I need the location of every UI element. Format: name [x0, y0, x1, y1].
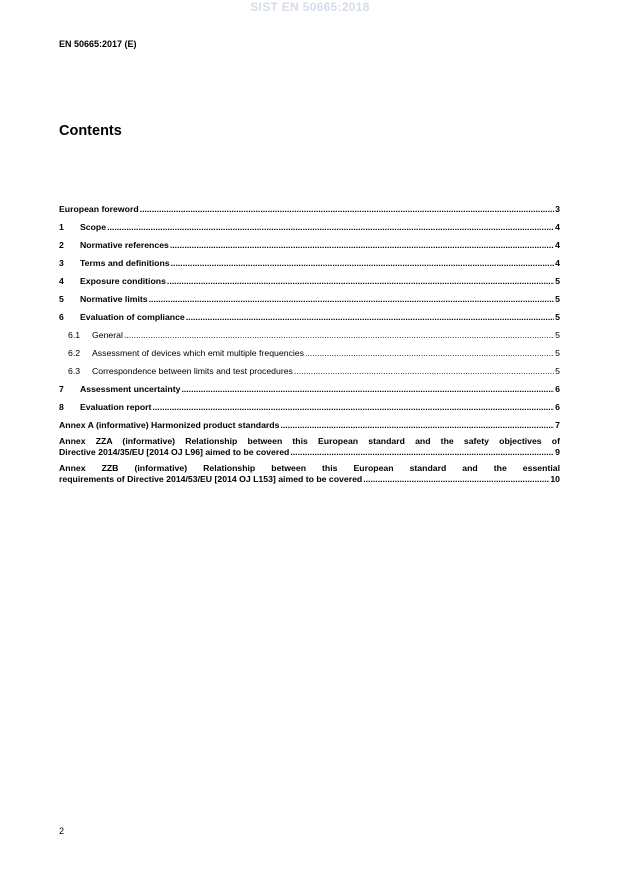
toc-entry-title-line2: Directive 2014/35/EU [2014 OJ L96] aimed to be covered — [59, 447, 290, 457]
toc-entry-title: Terms and definitions — [80, 258, 170, 268]
toc-entry-title: Assessment uncertainty — [80, 384, 181, 394]
toc-entry-number: 6.3 — [68, 366, 81, 376]
toc-entry-title: General — [92, 330, 123, 340]
toc-entry-page: 5 — [555, 330, 560, 340]
toc-entry[interactable] — [59, 395, 560, 413]
toc-list — [59, 197, 560, 431]
toc-entry-title: Evaluation of compliance — [80, 312, 185, 322]
toc-entry[interactable] — [59, 359, 560, 377]
toc-entry-page: 5 — [555, 276, 560, 286]
toc-entry-page: 5 — [555, 366, 560, 376]
toc-entry[interactable] — [59, 413, 560, 431]
toc-entry-page: 10 — [550, 474, 560, 484]
toc-entry-title-line1: Annex ZZB (informative) Relationship between this European standard and the essential — [59, 463, 560, 473]
toc-entry-title: European foreword — [59, 204, 139, 214]
toc-leader-dots — [305, 348, 554, 359]
watermark: SIST EN 50665:2018 — [250, 0, 370, 14]
toc-entry-page: 7 — [555, 420, 560, 430]
toc-entry-annex-zzb[interactable] — [59, 463, 560, 485]
toc-entry-page: 4 — [555, 222, 560, 232]
toc-leader-dots — [170, 240, 554, 251]
toc-entry-number: 3 — [59, 258, 64, 268]
toc-leader-dots — [290, 447, 554, 458]
toc-entry[interactable] — [59, 269, 560, 287]
toc-entry[interactable] — [59, 323, 560, 341]
toc-entry-page: 5 — [555, 294, 560, 304]
toc-entry-title: Assessment of devices which emit multiple frequencies — [92, 348, 304, 358]
toc-leader-dots — [152, 402, 554, 413]
toc-entry-title: Exposure conditions — [80, 276, 166, 286]
toc-leader-dots — [363, 474, 549, 485]
toc-entry[interactable] — [59, 305, 560, 323]
toc-entry[interactable] — [59, 377, 560, 395]
toc-entry-page: 9 — [555, 447, 560, 457]
contents-heading: Contents — [59, 123, 122, 139]
toc-entry-title: Annex A (informative) Harmonized product standards — [59, 420, 280, 430]
toc-entry-title: Scope — [80, 222, 107, 232]
toc-leader-dots — [280, 420, 554, 431]
toc-entry[interactable] — [59, 341, 560, 359]
toc-entry[interactable] — [59, 197, 560, 215]
toc-entry[interactable] — [59, 215, 560, 233]
toc-leader-dots — [149, 294, 554, 305]
toc-entry-number: 6.1 — [68, 330, 81, 340]
toc-entry-page: 5 — [555, 312, 560, 322]
toc-entry-number: 2 — [59, 240, 64, 250]
toc-leader-dots — [167, 276, 554, 287]
toc-entry[interactable] — [59, 233, 560, 251]
toc-entry-title: Normative references — [80, 240, 169, 250]
toc-entry-number: 4 — [59, 276, 64, 286]
toc-entry[interactable] — [59, 287, 560, 305]
toc-entry-page: 6 — [555, 384, 560, 394]
toc-entry-title: Correspondence between limits and test procedures — [92, 366, 293, 376]
toc-leader-dots — [171, 258, 554, 269]
toc-entry-page: 6 — [555, 402, 560, 412]
toc-entry[interactable] — [59, 251, 560, 269]
toc-entry-title: Normative limits — [80, 294, 148, 304]
toc-leader-dots — [181, 384, 554, 395]
toc-entry-number: 8 — [59, 402, 64, 412]
toc-entry-page: 3 — [555, 204, 560, 214]
page-number: 2 — [59, 826, 65, 836]
toc-entry-page: 4 — [555, 258, 560, 268]
toc-entry-annex-zza[interactable] — [59, 436, 560, 458]
toc-leader-dots — [294, 366, 554, 377]
toc-leader-dots — [140, 204, 554, 215]
toc-entry-page: 4 — [555, 240, 560, 250]
table-of-contents — [59, 197, 560, 487]
toc-entry-title-line1: Annex ZZA (informative) Relationship between this European standard and the safety objectives of — [59, 436, 560, 446]
toc-entry-number: 6 — [59, 312, 64, 322]
toc-entry-number: 6.2 — [68, 348, 81, 358]
toc-entry-title: Evaluation report — [80, 402, 152, 412]
toc-leader-dots — [107, 222, 554, 233]
document-id: EN 50665:2017 (E) — [59, 39, 137, 49]
toc-entry-number: 7 — [59, 384, 64, 394]
toc-entry-number: 5 — [59, 294, 64, 304]
toc-leader-dots — [124, 330, 554, 341]
toc-entry-title-line2: requirements of Directive 2014/53/EU [2014 OJ L153] aimed to be covered — [59, 474, 363, 484]
toc-leader-dots — [186, 312, 554, 323]
toc-entry-number: 1 — [59, 222, 64, 232]
toc-entry-page: 5 — [555, 348, 560, 358]
